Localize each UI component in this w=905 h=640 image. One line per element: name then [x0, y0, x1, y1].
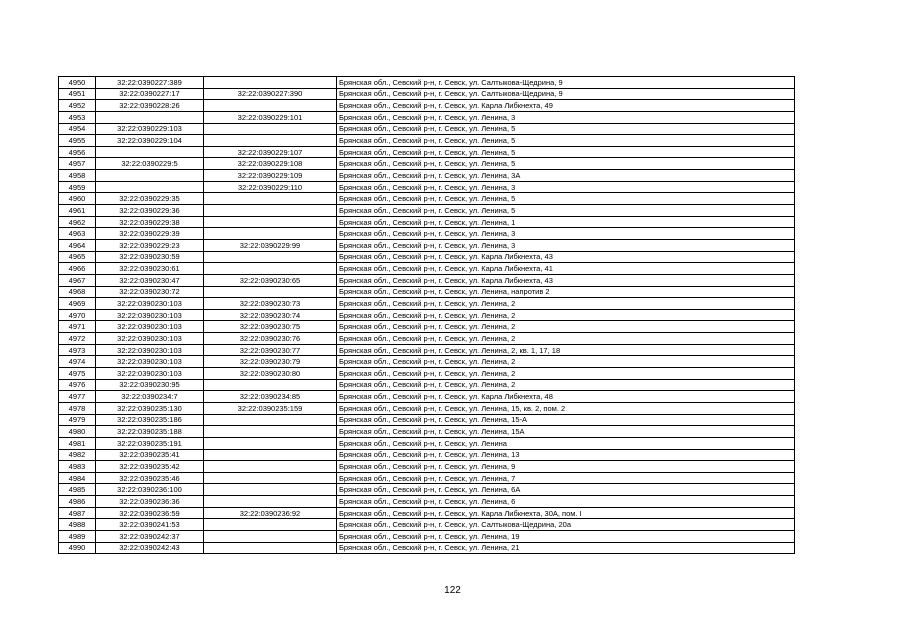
address-cell: Брянская обл., Севский р-н, г. Севск, ул. Карла Либкнехта, 49 [337, 100, 795, 112]
cadastral-number-cell [96, 146, 204, 158]
row-number-cell: 4972 [59, 333, 96, 345]
related-cadastral-number-cell: 32:22:0390230:76 [204, 333, 337, 345]
row-number-cell: 4980 [59, 426, 96, 438]
address-cell: Брянская обл., Севский р-н, г. Севск, ул. Салтыкова-Щедрина, 9 [337, 77, 795, 89]
table-row [59, 100, 795, 112]
address-cell: Брянская обл., Севский р-н, г. Севск, ул. Ленина, 5 [337, 158, 795, 170]
address-cell: Брянская обл., Севский р-н, г. Севск, ул. Ленина, 2 [337, 333, 795, 345]
row-number-cell: 4956 [59, 146, 96, 158]
related-cadastral-number-cell: 32:22:0390235:159 [204, 402, 337, 414]
cadastral-number-cell: 32:22:0390229:38 [96, 216, 204, 228]
related-cadastral-number-cell [204, 286, 337, 298]
row-number-cell: 4959 [59, 181, 96, 193]
related-cadastral-number-cell: 32:22:0390230:75 [204, 321, 337, 333]
table-row [59, 344, 795, 356]
cadastral-number-cell: 32:22:0390229:23 [96, 239, 204, 251]
cadastral-number-cell: 32:22:0390235:191 [96, 437, 204, 449]
related-cadastral-number-cell: 32:22:0390230:79 [204, 356, 337, 368]
related-cadastral-number-cell [204, 379, 337, 391]
related-cadastral-number-cell: 32:22:0390227:390 [204, 88, 337, 100]
table-row [59, 158, 795, 170]
cadastral-number-cell: 32:22:0390236:36 [96, 496, 204, 508]
cadastral-number-cell: 32:22:0390234:7 [96, 391, 204, 403]
cadastral-number-cell: 32:22:0390229:103 [96, 123, 204, 135]
row-number-cell: 4950 [59, 77, 96, 89]
table-row [59, 135, 795, 147]
address-cell: Брянская обл., Севский р-н, г. Севск, ул. Ленина [337, 437, 795, 449]
cadastral-number-cell: 32:22:0390230:103 [96, 333, 204, 345]
row-number-cell: 4979 [59, 414, 96, 426]
address-cell: Брянская обл., Севский р-н, г. Севск, ул. Карла Либкнехта, 43 [337, 251, 795, 263]
address-cell: Брянская обл., Севский р-н, г. Севск, ул. Ленина, 3 [337, 239, 795, 251]
cadastral-number-cell: 32:22:0390230:59 [96, 251, 204, 263]
registry-table [58, 76, 795, 554]
address-cell: Брянская обл., Севский р-н, г. Севск, ул. Ленина, 5 [337, 205, 795, 217]
cadastral-number-cell: 32:22:0390229:36 [96, 205, 204, 217]
row-number-cell: 4954 [59, 123, 96, 135]
cadastral-number-cell: 32:22:0390242:37 [96, 530, 204, 542]
row-number-cell: 4951 [59, 88, 96, 100]
table-row [59, 472, 795, 484]
row-number-cell: 4953 [59, 111, 96, 123]
related-cadastral-number-cell [204, 472, 337, 484]
table-row [59, 496, 795, 508]
address-cell: Брянская обл., Севский р-н, г. Севск, ул. Ленина, 19 [337, 530, 795, 542]
address-cell: Брянская обл., Севский р-н, г. Севск, ул. Ленина, 1 [337, 216, 795, 228]
cadastral-number-cell: 32:22:0390229:5 [96, 158, 204, 170]
cadastral-number-cell: 32:22:0390236:59 [96, 507, 204, 519]
row-number-cell: 4961 [59, 205, 96, 217]
row-number-cell: 4985 [59, 484, 96, 496]
address-cell: Брянская обл., Севский р-н, г. Севск, ул. Ленина, 3 [337, 181, 795, 193]
table-row [59, 193, 795, 205]
address-cell: Брянская обл., Севский р-н, г. Севск, ул. Ленина, 9 [337, 461, 795, 473]
table-row [59, 228, 795, 240]
cadastral-number-cell [96, 181, 204, 193]
address-cell: Брянская обл., Севский р-н, г. Севск, ул. Ленина, 2 [337, 309, 795, 321]
row-number-cell: 4982 [59, 449, 96, 461]
address-cell: Брянская обл., Севский р-н, г. Севск, ул. Ленина, 2 [337, 321, 795, 333]
address-cell: Брянская обл., Севский р-н, г. Севск, ул. Карла Либкнехта, 41 [337, 263, 795, 275]
table-row [59, 123, 795, 135]
table-row [59, 542, 795, 554]
related-cadastral-number-cell [204, 542, 337, 554]
address-cell: Брянская обл., Севский р-н, г. Севск, ул. Ленина, 15, кв. 2, пом. 2 [337, 402, 795, 414]
related-cadastral-number-cell [204, 193, 337, 205]
row-number-cell: 4965 [59, 251, 96, 263]
cadastral-number-cell: 32:22:0390235:186 [96, 414, 204, 426]
row-number-cell: 4962 [59, 216, 96, 228]
row-number-cell: 4984 [59, 472, 96, 484]
cadastral-number-cell: 32:22:0390235:130 [96, 402, 204, 414]
related-cadastral-number-cell: 32:22:0390229:109 [204, 170, 337, 182]
row-number-cell: 4987 [59, 507, 96, 519]
table-row [59, 309, 795, 321]
table-row [59, 530, 795, 542]
address-cell: Брянская обл., Севский р-н, г. Севск, ул. Ленина, 6А [337, 484, 795, 496]
related-cadastral-number-cell [204, 496, 337, 508]
related-cadastral-number-cell: 32:22:0390230:65 [204, 274, 337, 286]
row-number-cell: 4983 [59, 461, 96, 473]
address-cell: Брянская обл., Севский р-н, г. Севск, ул. Ленина, 3 [337, 111, 795, 123]
row-number-cell: 4955 [59, 135, 96, 147]
row-number-cell: 4989 [59, 530, 96, 542]
row-number-cell: 4981 [59, 437, 96, 449]
cadastral-number-cell: 32:22:0390230:47 [96, 274, 204, 286]
address-cell: Брянская обл., Севский р-н, г. Севск, ул. Ленина, 2 [337, 379, 795, 391]
address-cell: Брянская обл., Севский р-н, г. Севск, ул. Ленина, 15-А [337, 414, 795, 426]
address-cell: Брянская обл., Севский р-н, г. Севск, ул. Ленина, 2 [337, 298, 795, 310]
cadastral-number-cell: 32:22:0390227:389 [96, 77, 204, 89]
table-row [59, 402, 795, 414]
address-cell: Брянская обл., Севский р-н, г. Севск, ул. Ленина, 15А [337, 426, 795, 438]
row-number-cell: 4952 [59, 100, 96, 112]
cadastral-number-cell: 32:22:0390230:61 [96, 263, 204, 275]
table-row [59, 216, 795, 228]
address-cell: Брянская обл., Севский р-н, г. Севск, ул. Карла Либкнехта, 43 [337, 274, 795, 286]
table-row [59, 333, 795, 345]
row-number-cell: 4988 [59, 519, 96, 531]
address-cell: Брянская обл., Севский р-н, г. Севск, ул. Ленина, 3А [337, 170, 795, 182]
cadastral-number-cell: 32:22:0390230:103 [96, 298, 204, 310]
table-row [59, 77, 795, 89]
table-row [59, 181, 795, 193]
table-row [59, 274, 795, 286]
related-cadastral-number-cell [204, 251, 337, 263]
table-row [59, 111, 795, 123]
table-row [59, 88, 795, 100]
related-cadastral-number-cell [204, 530, 337, 542]
address-cell: Брянская обл., Севский р-н, г. Севск, ул. Ленина, 5 [337, 123, 795, 135]
address-cell: Брянская обл., Севский р-н, г. Севск, ул. Ленина, 21 [337, 542, 795, 554]
address-cell: Брянская обл., Севский р-н, г. Севск, ул. Ленина, 2, кв. 1, 17, 18 [337, 344, 795, 356]
cadastral-number-cell: 32:22:0390241:53 [96, 519, 204, 531]
cadastral-number-cell: 32:22:0390228:26 [96, 100, 204, 112]
cadastral-number-cell: 32:22:0390230:95 [96, 379, 204, 391]
related-cadastral-number-cell [204, 519, 337, 531]
cadastral-number-cell: 32:22:0390235:41 [96, 449, 204, 461]
related-cadastral-number-cell: 32:22:0390229:101 [204, 111, 337, 123]
cadastral-number-cell: 32:22:0390230:103 [96, 368, 204, 380]
table-row [59, 391, 795, 403]
table-row [59, 239, 795, 251]
table-row [59, 519, 795, 531]
cadastral-number-cell: 32:22:0390230:103 [96, 321, 204, 333]
row-number-cell: 4968 [59, 286, 96, 298]
related-cadastral-number-cell: 32:22:0390230:80 [204, 368, 337, 380]
related-cadastral-number-cell [204, 100, 337, 112]
related-cadastral-number-cell [204, 263, 337, 275]
related-cadastral-number-cell: 32:22:0390230:73 [204, 298, 337, 310]
row-number-cell: 4971 [59, 321, 96, 333]
related-cadastral-number-cell [204, 437, 337, 449]
table-row [59, 426, 795, 438]
related-cadastral-number-cell [204, 77, 337, 89]
related-cadastral-number-cell: 32:22:0390229:108 [204, 158, 337, 170]
page-number: 122 [444, 585, 461, 596]
cadastral-number-cell: 32:22:0390230:103 [96, 344, 204, 356]
row-number-cell: 4957 [59, 158, 96, 170]
address-cell: Брянская обл., Севский р-н, г. Севск, ул. Ленина, напротив 2 [337, 286, 795, 298]
table-row [59, 251, 795, 263]
row-number-cell: 4974 [59, 356, 96, 368]
cadastral-number-cell: 32:22:0390236:100 [96, 484, 204, 496]
table-row [59, 170, 795, 182]
table-row [59, 414, 795, 426]
table-row [59, 379, 795, 391]
table-row [59, 507, 795, 519]
row-number-cell: 4966 [59, 263, 96, 275]
related-cadastral-number-cell: 32:22:0390234:85 [204, 391, 337, 403]
row-number-cell: 4986 [59, 496, 96, 508]
table-row [59, 484, 795, 496]
address-cell: Брянская обл., Севский р-н, г. Севск, ул. Ленина, 7 [337, 472, 795, 484]
address-cell: Брянская обл., Севский р-н, г. Севск, ул. Карла Либкнехта, 48 [337, 391, 795, 403]
related-cadastral-number-cell: 32:22:0390229:110 [204, 181, 337, 193]
row-number-cell: 4967 [59, 274, 96, 286]
address-cell: Брянская обл., Севский р-н, г. Севск, ул. Ленина, 2 [337, 356, 795, 368]
row-number-cell: 4960 [59, 193, 96, 205]
cadastral-number-cell: 32:22:0390235:188 [96, 426, 204, 438]
cadastral-number-cell: 32:22:0390242:43 [96, 542, 204, 554]
row-number-cell: 4978 [59, 402, 96, 414]
row-number-cell: 4969 [59, 298, 96, 310]
table-row [59, 461, 795, 473]
related-cadastral-number-cell: 32:22:0390229:99 [204, 239, 337, 251]
cadastral-number-cell [96, 170, 204, 182]
row-number-cell: 4970 [59, 309, 96, 321]
address-cell: Брянская обл., Севский р-н, г. Севск, ул. Ленина, 13 [337, 449, 795, 461]
address-cell: Брянская обл., Севский р-н, г. Севск, ул. Карла Либкнехта, 30А, пом. I [337, 507, 795, 519]
row-number-cell: 4964 [59, 239, 96, 251]
related-cadastral-number-cell: 32:22:0390236:92 [204, 507, 337, 519]
cadastral-number-cell: 32:22:0390229:104 [96, 135, 204, 147]
address-cell: Брянская обл., Севский р-н, г. Севск, ул. Ленина, 5 [337, 193, 795, 205]
row-number-cell: 4958 [59, 170, 96, 182]
related-cadastral-number-cell [204, 205, 337, 217]
table-row [59, 368, 795, 380]
related-cadastral-number-cell [204, 228, 337, 240]
row-number-cell: 4990 [59, 542, 96, 554]
table-row [59, 205, 795, 217]
cadastral-number-cell: 32:22:0390230:103 [96, 356, 204, 368]
address-cell: Брянская обл., Севский р-н, г. Севск, ул. Ленина, 6 [337, 496, 795, 508]
related-cadastral-number-cell: 32:22:0390229:107 [204, 146, 337, 158]
address-cell: Брянская обл., Севский р-н, г. Севск, ул. Салтыкова-Щедрина, 9 [337, 88, 795, 100]
table-row [59, 298, 795, 310]
related-cadastral-number-cell [204, 449, 337, 461]
row-number-cell: 4975 [59, 368, 96, 380]
table-row [59, 286, 795, 298]
registry-table-body [59, 77, 795, 554]
related-cadastral-number-cell [204, 216, 337, 228]
related-cadastral-number-cell [204, 426, 337, 438]
row-number-cell: 4973 [59, 344, 96, 356]
related-cadastral-number-cell [204, 123, 337, 135]
table-row [59, 321, 795, 333]
cadastral-number-cell: 32:22:0390235:46 [96, 472, 204, 484]
row-number-cell: 4977 [59, 391, 96, 403]
cadastral-number-cell: 32:22:0390230:72 [96, 286, 204, 298]
cadastral-number-cell: 32:22:0390227:17 [96, 88, 204, 100]
related-cadastral-number-cell: 32:22:0390230:77 [204, 344, 337, 356]
related-cadastral-number-cell [204, 135, 337, 147]
row-number-cell: 4976 [59, 379, 96, 391]
related-cadastral-number-cell [204, 414, 337, 426]
cadastral-number-cell: 32:22:0390235:42 [96, 461, 204, 473]
related-cadastral-number-cell [204, 484, 337, 496]
cadastral-number-cell [96, 111, 204, 123]
address-cell: Брянская обл., Севский р-н, г. Севск, ул. Салтыкова-Щедрина, 20а [337, 519, 795, 531]
address-cell: Брянская обл., Севский р-н, г. Севск, ул. Ленина, 2 [337, 368, 795, 380]
related-cadastral-number-cell: 32:22:0390230:74 [204, 309, 337, 321]
table-row [59, 356, 795, 368]
address-cell: Брянская обл., Севский р-н, г. Севск, ул. Ленина, 3 [337, 228, 795, 240]
address-cell: Брянская обл., Севский р-н, г. Севск, ул. Ленина, 5 [337, 135, 795, 147]
cadastral-number-cell: 32:22:0390229:39 [96, 228, 204, 240]
table-row [59, 146, 795, 158]
cadastral-number-cell: 32:22:0390229:35 [96, 193, 204, 205]
table-row [59, 263, 795, 275]
row-number-cell: 4963 [59, 228, 96, 240]
table-row [59, 437, 795, 449]
related-cadastral-number-cell [204, 461, 337, 473]
address-cell: Брянская обл., Севский р-н, г. Севск, ул. Ленина, 5 [337, 146, 795, 158]
cadastral-number-cell: 32:22:0390230:103 [96, 309, 204, 321]
table-row [59, 449, 795, 461]
